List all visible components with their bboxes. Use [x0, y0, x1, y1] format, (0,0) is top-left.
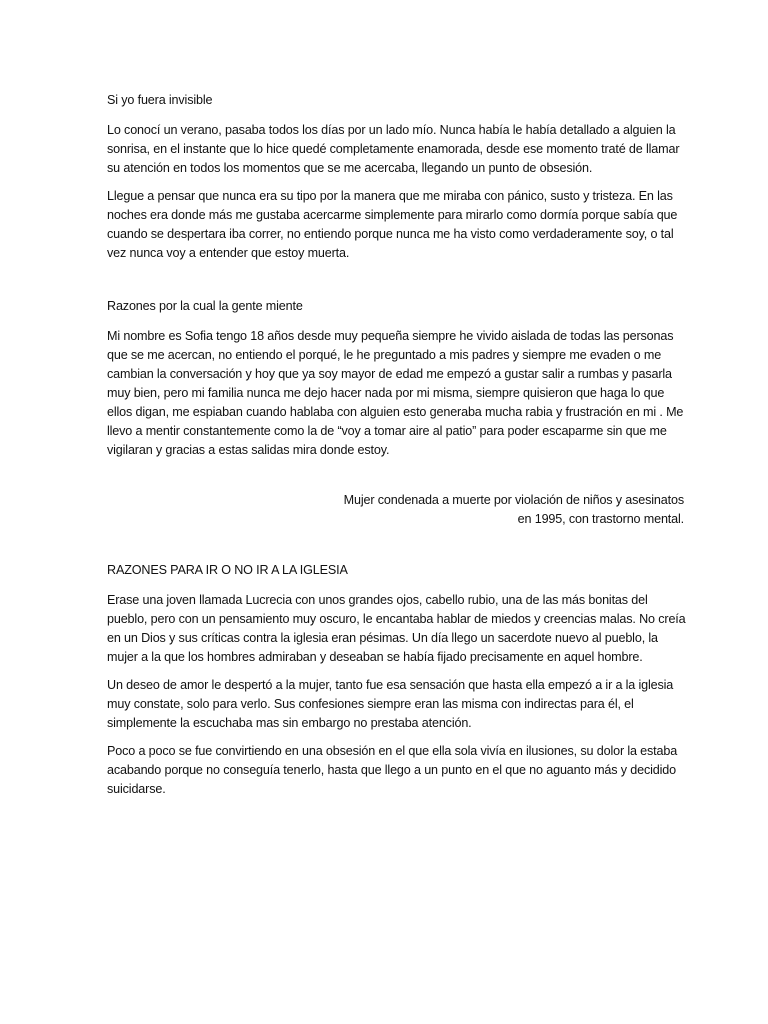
- paragraph: Poco a poco se fue convirtiendo en una obsesión en el que ella sola vivía en ilusiones, su dolor la estaba acabando porque no conseguía tenerlo, hasta que llego a un punto en el que no aguanto más y decidido suicidarse.: [107, 744, 678, 796]
- signature-block: [107, 491, 688, 529]
- section-heading: Si yo fuera invisible: [107, 93, 213, 107]
- paragraph: Llegue a pensar que nunca era su tipo por la manera que me miraba con pánico, susto y tristeza. En las noches era donde más me gustaba acercarme simplemente para mirarlo como dormía porque sabía que cuando se despertara iba correr, no entiendo porque nunca me ha visto como verdaderamente soy, o tal vez nunca voy a entender que estoy muerta.: [107, 189, 678, 260]
- paragraph: Lo conocí un verano, pasaba todos los días por un lado mío. Nunca había le había detallado a alguien la sonrisa, en el instante que lo hice quedé completamente enamorada, desde ese momento traté de llamar su atención en todos los momentos que se me acercaba, llegando un punto de obsesión.: [107, 123, 680, 175]
- section-heading: RAZONES PARA IR O NO IR A LA IGLESIA: [107, 563, 348, 577]
- paragraph: Erase una joven llamada Lucrecia con unos grandes ojos, cabello rubio, una de las más bonitas del pueblo, pero con un pensamiento muy oscuro, le encantaba hablar de miedos y creencias malas. No creía en un Dios y sus críticas contra la iglesia eran pésimas. Un día llego un sacerdote nuevo al pueblo, la mujer a la que los hombres admiraban y deseaban se había fijado precisamente en aquel hombre.: [107, 593, 686, 664]
- story-si-yo-fuera-invisible: [107, 91, 688, 263]
- signature-line: en 1995, con trastorno mental.: [517, 512, 684, 526]
- story-razones-gente-miente: [107, 297, 688, 529]
- section-heading: Razones por la cual la gente miente: [107, 299, 303, 313]
- paragraph: Un deseo de amor le despertó a la mujer, tanto fue esa sensación que hasta ella empezó a ir a la iglesia muy constate, solo para verlo. Sus confesiones siempre eran las misma con indirectas para él, el simplemente la escuchaba mas sin embargo no prestaba atención.: [107, 678, 674, 730]
- signature-spacer: [107, 469, 688, 491]
- section-spacer: [107, 529, 688, 561]
- paragraph: Mi nombre es Sofia tengo 18 años desde muy pequeña siempre he vivido aislada de todas las personas que se me acercan, no entiendo el porqué, le he preguntado a mis padres y siempre me evaden o me cambian la conversación y hoy que ya soy mayor de edad me empezó a gustar salir a rumbas y pasarla muy bien, pero mi familia nunca me dejo hacer nada por mi misma, siempre quisieron que haga lo que ellos digan, me espiaban cuando hablaba con alguien esto generaba mucha rabia y frustración en mi . Me llevo a mentir constantemente como la de “voy a tomar aire al patio” para poder escaparme sin que me vigilaran y gracias a estas salidas mira donde estoy.: [107, 329, 684, 457]
- section-spacer: [107, 272, 688, 297]
- signature-line: Mujer condenada a muerte por violación de niños y asesinatos: [343, 493, 684, 507]
- story-razones-iglesia: [107, 561, 688, 799]
